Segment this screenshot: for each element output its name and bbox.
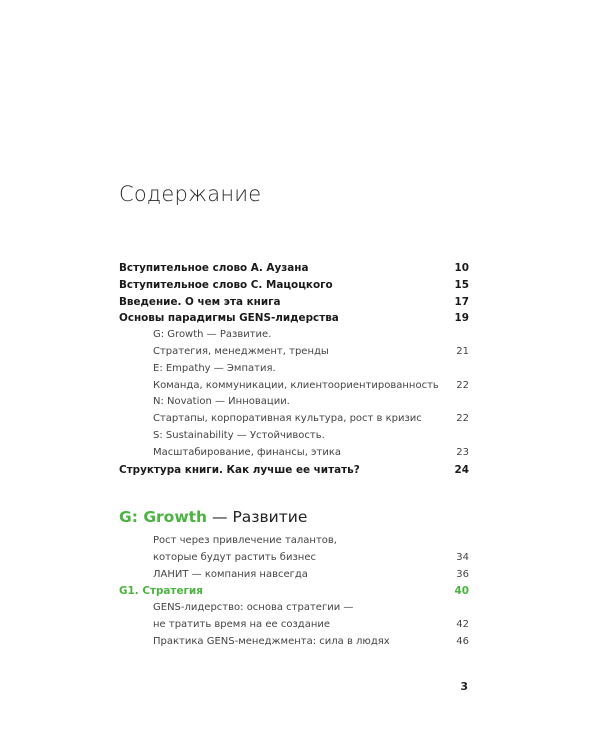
toc-entry[interactable] (119, 394, 469, 411)
toc-entry-title: Практика GENS-менеджмента: сила в людях (153, 635, 390, 647)
toc-entry[interactable] (119, 583, 469, 600)
toc-entry[interactable] (119, 344, 469, 361)
toc-entry[interactable] (119, 378, 469, 395)
section-heading (119, 508, 307, 526)
toc-entry-title: которые будут растить бизнес (153, 551, 316, 563)
toc-entry-page: 22 (456, 413, 469, 425)
page-title: Содержание (119, 182, 262, 206)
toc-list (119, 260, 469, 478)
section-toc-list (119, 533, 469, 651)
toc-entry-page: 22 (456, 379, 469, 391)
toc-entry-title: Стратегия, менеджмент, тренды (153, 345, 329, 357)
toc-entry-title: Стартапы, корпоративная культура, рост в кризис (153, 413, 422, 425)
toc-entry[interactable] (119, 294, 469, 311)
toc-entry[interactable] (119, 310, 469, 327)
toc-entry[interactable] (119, 617, 469, 634)
section-heading-accent: G: Growth (119, 508, 208, 526)
toc-entry-title: Введение. О чем эта книга (119, 295, 281, 308)
toc-entry-page: 21 (456, 345, 469, 357)
toc-entry-title: Рост через привлечение талантов, (153, 535, 337, 546)
toc-entry[interactable] (119, 533, 469, 550)
toc-entry-title: Вступительное слово А. Аузана (119, 262, 309, 274)
toc-entry[interactable] (119, 600, 469, 617)
toc-entry[interactable] (119, 411, 469, 428)
toc-entry[interactable] (119, 428, 469, 445)
toc-entry-title: ЛАНИТ — компания навсегда (153, 568, 308, 580)
toc-entry[interactable] (119, 260, 469, 277)
toc-entry[interactable] (119, 550, 469, 567)
toc-entry-page: 34 (456, 551, 469, 563)
toc-entry[interactable] (119, 462, 469, 479)
toc-entry-page: 24 (454, 463, 469, 476)
toc-entry-title: E: Empathy — Эмпатия. (153, 362, 276, 374)
toc-entry-title: S: Sustainability — Устойчивость. (153, 429, 325, 441)
toc-entry-page: 23 (456, 446, 469, 458)
toc-entry-page: 10 (454, 262, 469, 274)
toc-entry-title: Основы парадигмы GENS-лидерства (119, 312, 339, 325)
toc-entry-title: Команда, коммуникации, клиентоориентированность (153, 379, 439, 391)
toc-entry-title: G: Growth — Развитие. (153, 329, 272, 341)
toc-entry-title: N: Novation — Инновации. (153, 396, 290, 408)
toc-entry-page: 17 (454, 295, 469, 308)
toc-entry[interactable] (119, 634, 469, 651)
toc-entry[interactable] (119, 327, 469, 344)
toc-entry-title: не тратить время на ее создание (153, 618, 331, 630)
toc-entry-page: 46 (456, 635, 469, 647)
toc-entry-title: Структура книги. Как лучше ее читать? (119, 463, 360, 476)
page-number: 3 (460, 680, 468, 693)
toc-entry-page: 40 (454, 585, 469, 598)
toc-entry-page: 36 (456, 568, 469, 580)
toc-entry-page: 42 (456, 618, 469, 630)
toc-entry-title: Вступительное слово С. Мацоцкого (119, 278, 333, 291)
section-heading-rest: — Развитие (207, 508, 308, 526)
toc-entry[interactable] (119, 567, 469, 584)
toc-entry[interactable] (119, 277, 469, 294)
toc-entry-title: G1. Стратегия (119, 585, 203, 598)
toc-entry-title: GENS-лидерство: основа стратегии — (153, 602, 354, 614)
toc-entry-page: 19 (454, 312, 469, 325)
toc-entry-title: Масштабирование, финансы, этика (153, 446, 342, 458)
toc-entry-page: 15 (454, 278, 469, 291)
toc-entry[interactable] (119, 361, 469, 378)
toc-entry[interactable] (119, 445, 469, 462)
